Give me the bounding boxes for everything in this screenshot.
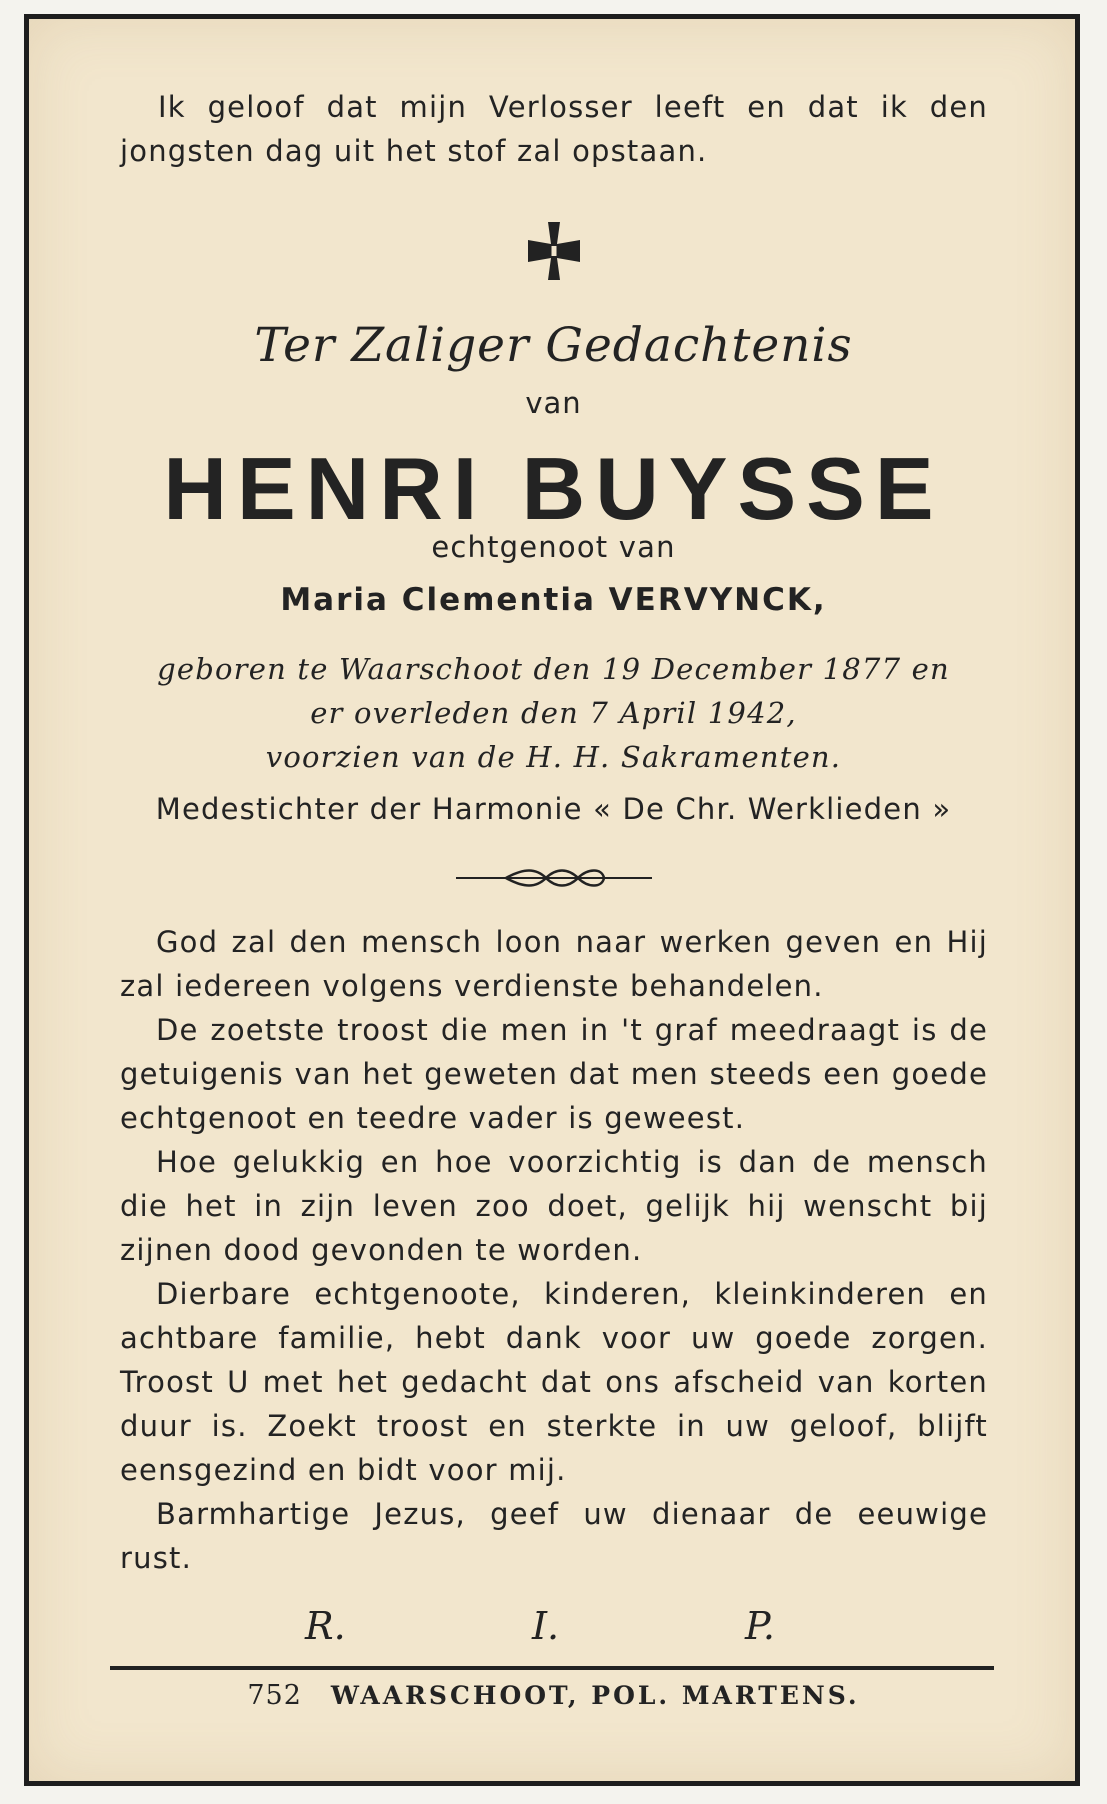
spouse-name: Maria Clementia VERVYNCK, — [280, 582, 827, 618]
memorial-text — [120, 920, 988, 1580]
death-line: er overleden den 7 April 1942, — [310, 696, 797, 730]
print-number: 752 — [247, 1680, 302, 1711]
van-label: van — [525, 386, 582, 420]
paragraph: De zoetste troost die men in 't graf meedraagt is de getuigenis van het geweten dat men steeds een goede echtgenoot en teedre vader is geweest. — [120, 1013, 988, 1135]
rip-r: R. — [305, 1604, 346, 1648]
rip-p: P. — [745, 1604, 775, 1648]
paragraph: Barmhartige Jezus, geef uw dienaar de eeuwige rust. — [120, 1497, 988, 1575]
memorial-title: Ter Zaliger Gedachtenis — [254, 318, 853, 373]
cross-icon — [0, 218, 1107, 296]
birth-line: geboren te Waarschoot den 19 December 1877 en — [157, 652, 950, 686]
deceased-name: HENRI BUYSSE — [163, 439, 944, 538]
paragraph: Dierbare echtgenoote, kinderen, kleinkinderen en achtbare familie, hebt dank voor uw goede zorgen. Troost U met het gedacht dat ons afscheid van korten duur is. Zoekt troost en sterkte in uw geloof, blijft eensgezind en bidt voor mij. — [120, 1277, 988, 1487]
birth-death-details — [0, 647, 1107, 779]
founder-line: Medestichter der Harmonie « De Chr. Werklieden » — [155, 792, 952, 826]
rip-i: I. — [532, 1604, 560, 1648]
printer-name: WAARSCHOOT, POL. MARTENS. — [330, 1681, 860, 1710]
intro-verse: Ik geloof dat mijn Verlosser leeft en dat ik den jongsten dag uit het stof zal opstaan. — [120, 90, 988, 168]
paragraph: Hoe gelukkig en hoe voorzichtig is dan de mensch die het in zijn leven zoo doet, gelijk hij wenscht bij zijnen dood gevonden te worden. — [120, 1145, 988, 1267]
footer-rule — [110, 1666, 994, 1670]
sacraments-line: voorzien van de H. H. Sakramenten. — [265, 740, 842, 774]
printer-footer — [0, 1680, 1107, 1711]
ornament-divider-icon — [0, 866, 1107, 890]
spouse-intro: echtgenoot van — [431, 530, 676, 564]
paragraph: God zal den mensch loon naar werken geven en Hij zal iedereen volgens verdienste behandelen. — [120, 925, 988, 1003]
